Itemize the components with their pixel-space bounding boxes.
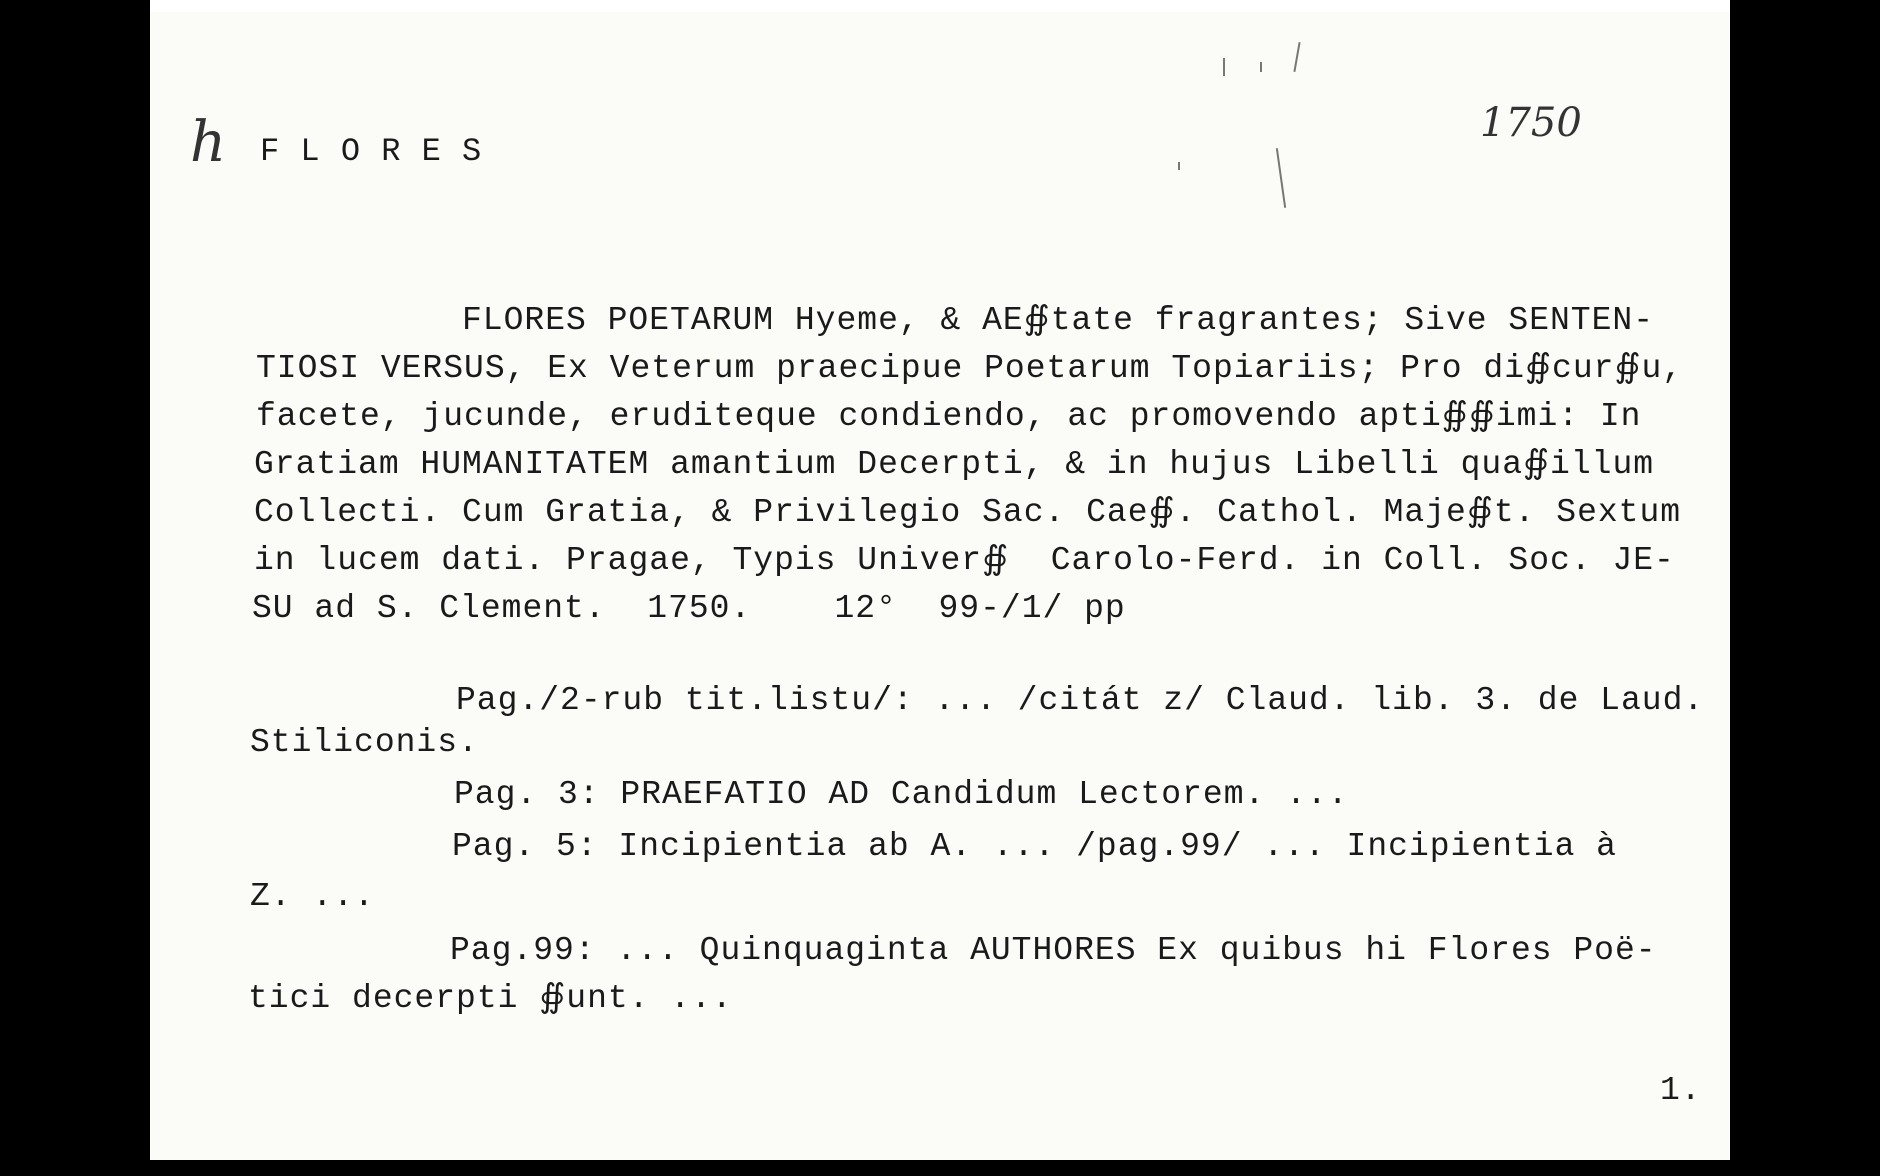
title-line: Gratiam HUMANITATEM amantium Decerpti, & in hujus Libelli qua∯illum [254,446,1655,483]
title-line: in lucem dati. Pragae, Typis Univer∯ Carolo-Ferd. in Coll. Soc. JE- [254,542,1675,579]
handwritten-letter: h [190,110,227,175]
pencil-mark [1223,58,1225,76]
title-line: TIOSI VERSUS, Ex Veterum praecipue Poetarum Topiariis; Pro di∯cur∯u, [256,350,1684,387]
page-number: 1. [1660,1072,1702,1109]
pencil-mark [1293,42,1300,72]
pencil-mark [1260,62,1262,72]
card-top-edge [150,0,1730,12]
note-line: Pag.99: ... Quinquaginta AUTHORES Ex quibus hi Flores Poë- [450,932,1657,969]
card-heading: F L O R E S [260,133,483,170]
title-line: FLORES POETARUM Hyeme, & AE∯tate fragrantes; Sive SENTEN- [462,302,1655,339]
note-line: Pag./2-rub tit.listu/: ... /citát z/ Claud. lib. 3. de Laud. [456,682,1705,719]
note-line: Pag. 5: Incipientia ab A. ... /pag.99/ ... Incipientia à [452,828,1617,865]
pencil-mark [1178,162,1180,170]
title-line: Collecti. Cum Gratia, & Privilegio Sac. Cae∯. Cathol. Maje∯t. Sextum [254,494,1682,531]
imprint-line: SU ad S. Clement. 1750. 12° 99-/1/ pp [252,590,1126,627]
note-line: Z. ... [250,878,375,915]
catalog-card [150,12,1730,1160]
pencil-mark [1276,148,1286,208]
title-line: facete, jucunde, eruditeque condiendo, ac promovendo apti∯∯imi: In [256,398,1642,435]
note-line: Pag. 3: PRAEFATIO AD Candidum Lectorem. ... [454,776,1349,813]
note-line: Stiliconis. [250,724,479,761]
note-line: tici decerpti ∯unt. ... [248,980,733,1017]
shelf-number: 1750 [1480,100,1582,146]
